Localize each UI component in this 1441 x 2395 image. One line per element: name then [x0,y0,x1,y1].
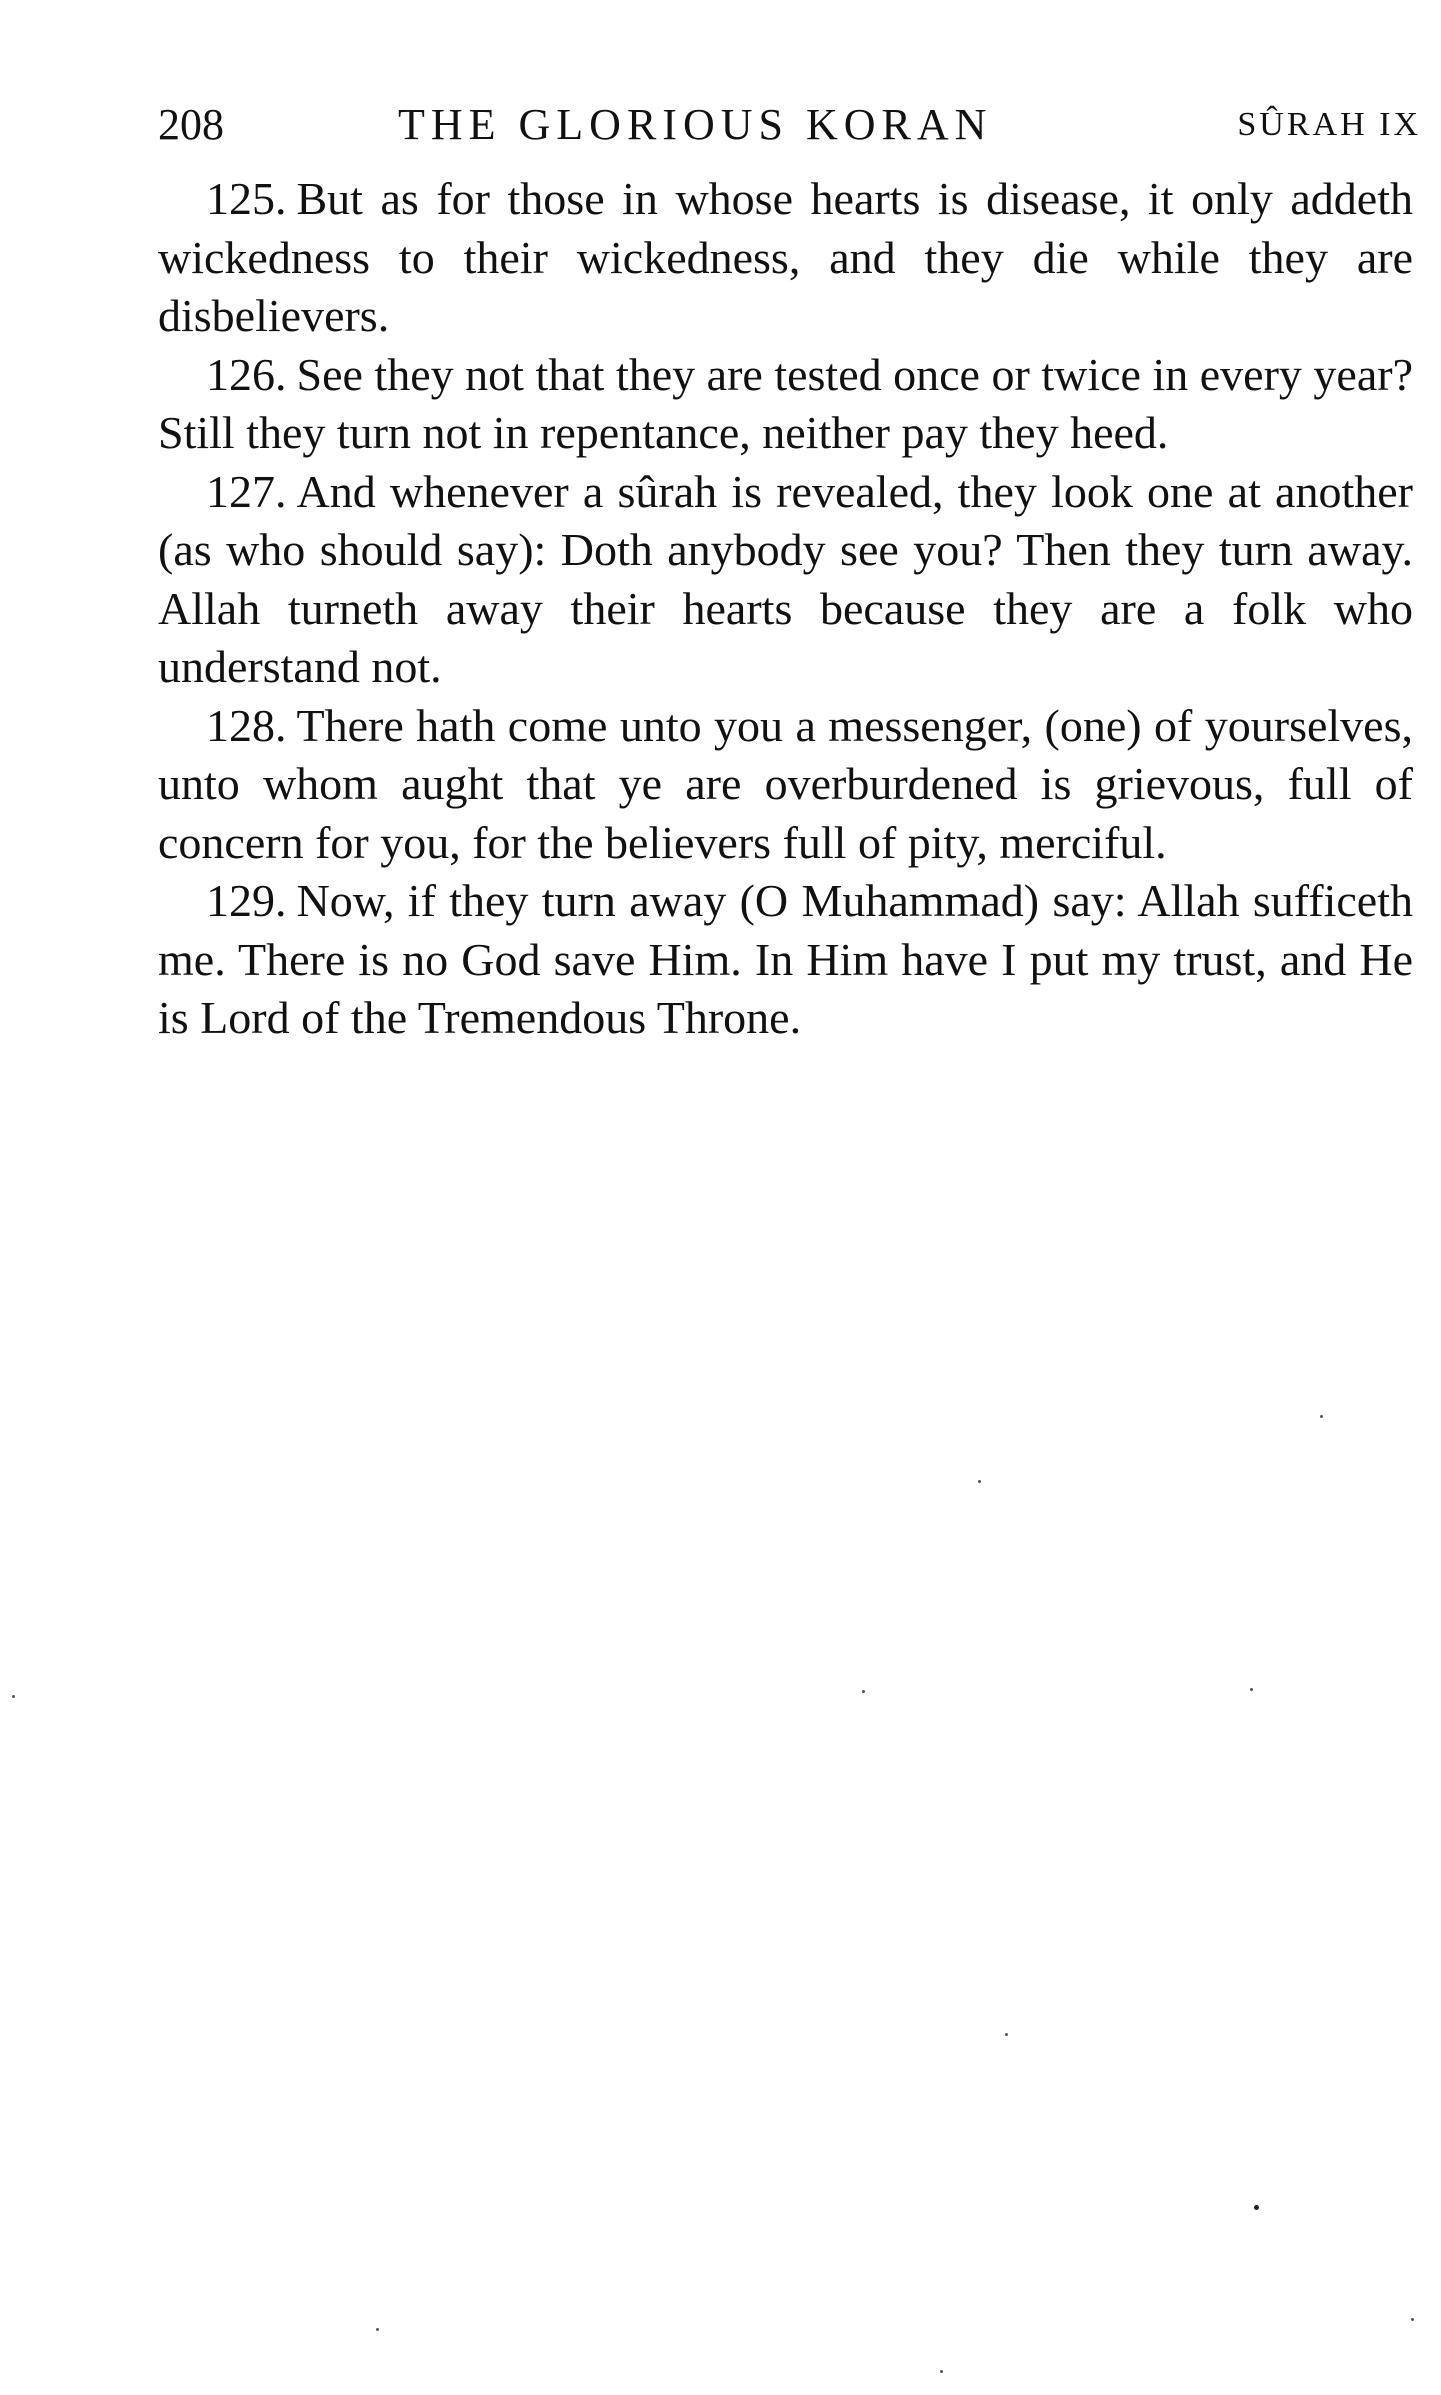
verse-128 [158,697,1413,873]
verse-body: But as for those in whose hearts is disease, it only addeth wickedness to their wickedness, and they die while they are disbelievers. [158,173,1413,341]
scan-speck [12,1695,15,1698]
running-head [158,95,1421,155]
verse-127 [158,463,1413,697]
scan-speck [978,1480,981,1483]
verse-number: 125. [206,173,287,224]
scan-speck [1254,2205,1259,2210]
verse-number: 127. [206,465,287,517]
scan-speck [1411,2318,1414,2321]
scan-speck [862,1690,865,1693]
verse-number: 126. [206,348,287,400]
verse-number: 128. [206,699,287,751]
book-title: THE GLORIOUS KORAN [398,100,993,149]
verse-body: Now, if they turn away (O Muhammad) say: Allah sufficeth me. There is no God save Him. In Him have I put my trust, and He is Lord of the Tremendous Throne. [158,875,1413,1043]
verse-126 [158,346,1413,463]
verse-129 [158,872,1413,1048]
verse-number: 129. [206,875,287,926]
page-number: 208 [158,100,224,149]
verse-body: See they not that they are tested once or twice in every year? Still they turn not in repentance, neither pay they heed. [158,348,1413,458]
scan-speck [1250,1688,1253,1691]
verse-125 [158,170,1413,346]
scan-speck [1320,1415,1323,1418]
scan-speck [940,2370,943,2373]
scan-speck [1005,2033,1008,2036]
verse-body: There hath come unto you a messenger, (one) of yourselves, unto whom aught that ye are overburdened is grievous, full of concern for you, for the believers full of pity, merciful. [158,699,1413,868]
verse-text-block [158,170,1413,1048]
scan-speck [376,2328,379,2331]
verse-body: And whenever a sûrah is revealed, they look one at another (as who should say): Doth anybody see you? Then they turn away. Allah turneth away their hearts because they are a folk who understand not. [158,465,1413,692]
surah-label: SÛRAH IX [1237,106,1421,143]
